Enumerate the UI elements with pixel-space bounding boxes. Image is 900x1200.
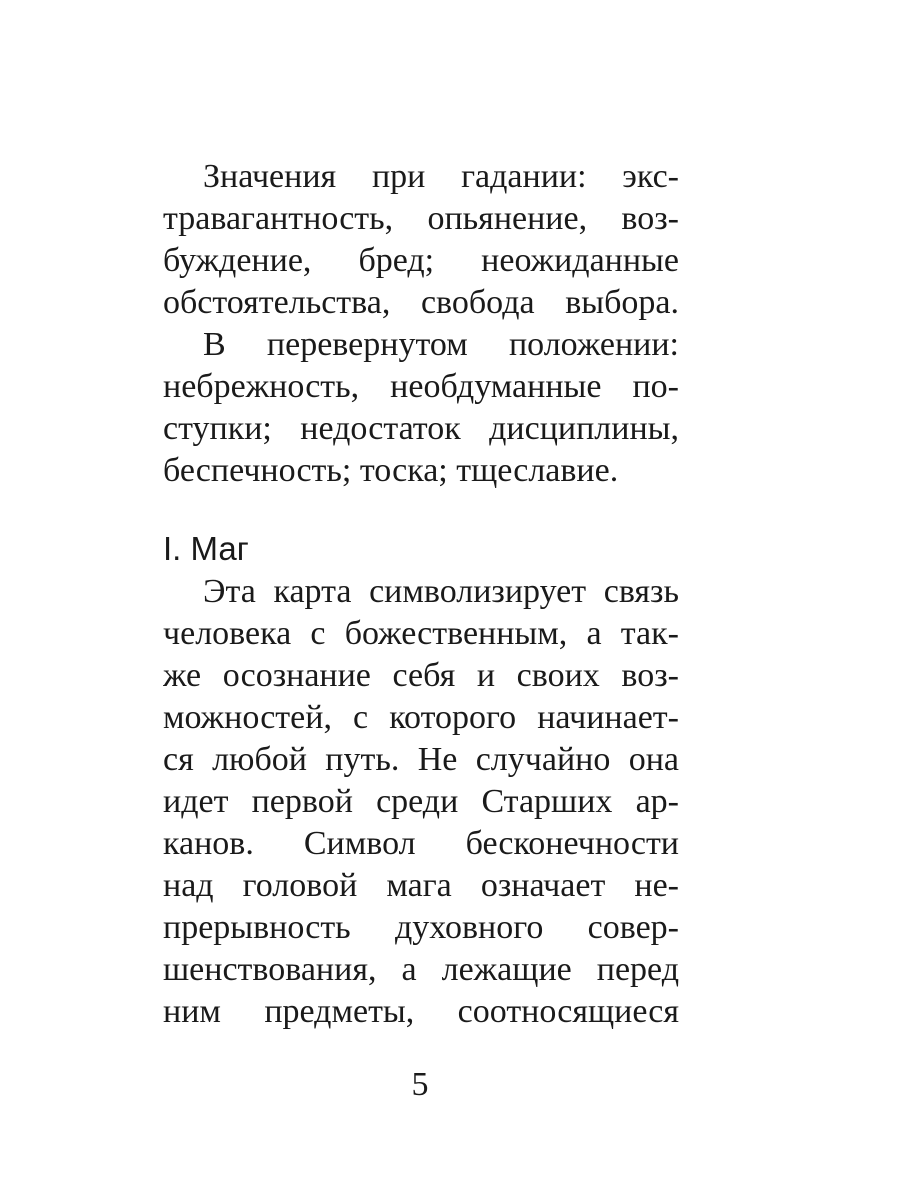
section-heading: I. Маг <box>163 530 249 567</box>
text-line: идет первой среди Старших ар- <box>163 783 679 820</box>
text-line: шенствования, а лежащие перед <box>163 951 679 988</box>
text-line: же осознание себя и своих воз- <box>163 657 679 694</box>
text-line: обстоятельства, свобода выбора. <box>163 284 679 321</box>
text-line: канов. Символ бесконечности <box>163 825 679 862</box>
text-line: ся любой путь. Не случайно она <box>163 741 679 778</box>
text-line: небрежность, необдуманные по- <box>163 368 679 405</box>
text-line: ним предметы, соотносящиеся <box>163 993 679 1030</box>
text-line: травагантность, опьянение, воз- <box>163 200 679 237</box>
text-line: Эта карта символизирует связь <box>203 573 679 610</box>
text-line: беспечность; тоска; тщеславие. <box>163 452 619 489</box>
text-line: прерывность духовного совер- <box>163 909 679 946</box>
text-line: В перевернутом положении: <box>203 326 679 363</box>
text-line: можностей, с которого начинает- <box>163 699 679 736</box>
text-line: ступки; недостаток дисциплины, <box>163 410 679 447</box>
text-line: над головой мага означает не- <box>163 867 679 904</box>
text-line: буждение, бред; неожиданные <box>163 242 679 279</box>
text-line: Значения при гадании: экс- <box>203 158 679 195</box>
page-number: 5 <box>411 1066 429 1103</box>
text-line: человека с божественным, а так- <box>163 615 679 652</box>
